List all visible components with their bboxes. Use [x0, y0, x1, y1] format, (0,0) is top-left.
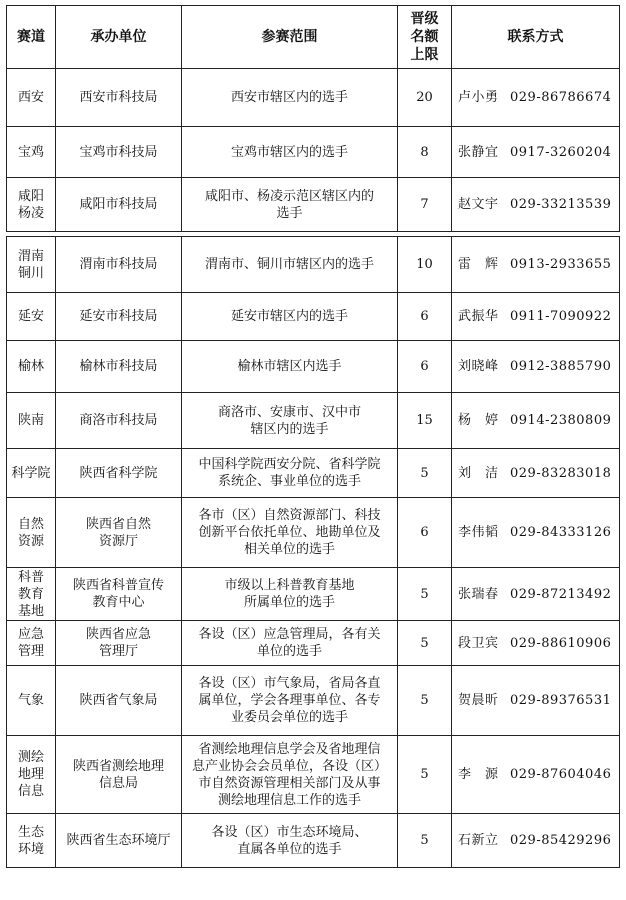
- cell-scope: 宝鸡市辖区内的选手: [182, 127, 398, 178]
- cell-track: 测绘 地理 信息: [7, 736, 56, 814]
- cell-organizer: 陕西省科普宣传 教育中心: [56, 568, 182, 621]
- cell-organizer: 陕西省科学院: [56, 449, 182, 498]
- cell-contact: [452, 621, 620, 666]
- cell-track: 陕南: [7, 393, 56, 449]
- cell-quota: 6: [398, 341, 452, 393]
- cell-contact: [452, 127, 620, 178]
- cell-scope: 渭南市、铜川市辖区内的选手: [182, 237, 398, 293]
- cell-scope: 西安市辖区内的选手: [182, 69, 398, 127]
- cell-contact: [452, 498, 620, 568]
- contact-person: 杨 婷: [458, 413, 499, 428]
- table-row: [7, 127, 620, 178]
- table-part-2: [6, 236, 620, 868]
- contact-phone: 0914-2380809: [510, 413, 612, 428]
- cell-scope: 咸阳市、杨凌示范区辖区内的 选手: [182, 178, 398, 232]
- contact-person: 李 源: [458, 767, 499, 782]
- table-row: [7, 237, 620, 293]
- contact-phone: 029-85429296: [510, 833, 612, 848]
- cell-quota: 15: [398, 393, 452, 449]
- header-scope: 参赛范围: [182, 6, 398, 69]
- table-row: [7, 736, 620, 814]
- contact-phone: 0912-3885790: [510, 359, 612, 374]
- cell-scope: 榆林市辖区内选手: [182, 341, 398, 393]
- cell-contact: [452, 178, 620, 232]
- contact-phone: 029-88610906: [510, 635, 612, 651]
- contact-phone: 029-84333126: [510, 525, 612, 540]
- cell-track: 渭南 铜川: [7, 237, 56, 293]
- cell-track: 宝鸡: [7, 127, 56, 178]
- contact-person: 贺晨昕: [458, 693, 499, 708]
- cell-contact: [452, 736, 620, 814]
- cell-scope: 中国科学院西安分院、省科学院 系统企、事业单位的选手: [182, 449, 398, 498]
- table-row: [7, 449, 620, 498]
- cell-contact: [452, 449, 620, 498]
- contact-person: 刘 洁: [458, 465, 499, 481]
- cell-track: 延安: [7, 293, 56, 341]
- cell-contact: [452, 393, 620, 449]
- table-row: [7, 814, 620, 868]
- header-contact: 联系方式: [452, 6, 620, 69]
- cell-contact: [452, 69, 620, 127]
- header-quota: 晋级 名额 上限: [398, 6, 452, 69]
- contact-person: 刘晓峰: [458, 359, 499, 374]
- cell-organizer: 延安市科技局: [56, 293, 182, 341]
- cell-quota: 10: [398, 237, 452, 293]
- cell-quota: 8: [398, 127, 452, 178]
- cell-organizer: 咸阳市科技局: [56, 178, 182, 232]
- cell-organizer: 商洛市科技局: [56, 393, 182, 449]
- cell-track: 应急 管理: [7, 621, 56, 666]
- table-row: [7, 666, 620, 736]
- cell-track: 生态 环境: [7, 814, 56, 868]
- cell-contact: [452, 341, 620, 393]
- cell-scope: 市级以上科普教育基地 所属单位的选手: [182, 568, 398, 621]
- table-row: [7, 293, 620, 341]
- cell-contact: [452, 568, 620, 621]
- cell-quota: 7: [398, 178, 452, 232]
- cell-scope: 各设（区）市生态环境局、 直属各单位的选手: [182, 814, 398, 868]
- contact-phone: 029-83283018: [510, 465, 612, 481]
- cell-organizer: 渭南市科技局: [56, 237, 182, 293]
- table-row: [7, 69, 620, 127]
- table-header-row: [7, 6, 620, 69]
- contact-phone: 0911-7090922: [510, 309, 612, 324]
- cell-contact: [452, 814, 620, 868]
- cell-track: 气象: [7, 666, 56, 736]
- cell-track: 自然 资源: [7, 498, 56, 568]
- cell-organizer: 陕西省气象局: [56, 666, 182, 736]
- cell-track: 咸阳 杨凌: [7, 178, 56, 232]
- cell-track: 科普 教育 基地: [7, 568, 56, 621]
- cell-contact: [452, 666, 620, 736]
- cell-quota: 5: [398, 449, 452, 498]
- table-row: [7, 498, 620, 568]
- cell-scope: 各设（区）应急管理局，各有关 单位的选手: [182, 621, 398, 666]
- cell-quota: 6: [398, 498, 452, 568]
- contact-person: 张静宜: [458, 144, 499, 160]
- cell-track: 科学院: [7, 449, 56, 498]
- cell-scope: 省测绘地理信息学会及省地理信 息产业协会会员单位，各设（区） 市自然资源管理相关部门及从事 测绘地理信息工作的选手: [182, 736, 398, 814]
- table-row: [7, 568, 620, 621]
- contact-phone: 029-86786674: [510, 90, 612, 105]
- table-part-1: [6, 5, 620, 232]
- cell-quota: 6: [398, 293, 452, 341]
- cell-quota: 5: [398, 814, 452, 868]
- contact-person: 段卫宾: [458, 635, 499, 651]
- header-track: 赛道: [7, 6, 56, 69]
- cell-scope: 各设（区）市气象局，省局各直 属单位，学会各理事单位、各专 业委员会单位的选手: [182, 666, 398, 736]
- cell-organizer: 陕西省测绘地理 信息局: [56, 736, 182, 814]
- contact-person: 赵文宇: [458, 197, 499, 212]
- cell-quota: 5: [398, 736, 452, 814]
- table-row: [7, 341, 620, 393]
- cell-contact: [452, 237, 620, 293]
- contact-phone: 029-87604046: [510, 767, 612, 782]
- contact-phone: 0913-2933655: [510, 257, 612, 272]
- contact-phone: 029-89376531: [510, 693, 612, 708]
- cell-organizer: 榆林市科技局: [56, 341, 182, 393]
- cell-quota: 5: [398, 621, 452, 666]
- cell-organizer: 陕西省生态环境厅: [56, 814, 182, 868]
- contact-person: 李伟韬: [458, 525, 499, 540]
- table-row: [7, 393, 620, 449]
- contact-person: 雷 辉: [458, 257, 499, 272]
- table-row: [7, 621, 620, 666]
- contact-person: 张瑞春: [458, 586, 499, 602]
- cell-organizer: 陕西省应急 管理厅: [56, 621, 182, 666]
- contact-phone: 0917-3260204: [510, 144, 612, 160]
- cell-quota: 5: [398, 568, 452, 621]
- cell-scope: 商洛市、安康市、汉中市 辖区内的选手: [182, 393, 398, 449]
- contact-phone: 029-87213492: [510, 586, 612, 602]
- header-organizer: 承办单位: [56, 6, 182, 69]
- contact-person: 卢小勇: [458, 90, 499, 105]
- cell-organizer: 西安市科技局: [56, 69, 182, 127]
- cell-scope: 延安市辖区内的选手: [182, 293, 398, 341]
- cell-organizer: 陕西省自然 资源厅: [56, 498, 182, 568]
- cell-quota: 20: [398, 69, 452, 127]
- contact-person: 石新立: [458, 833, 499, 848]
- cell-quota: 5: [398, 666, 452, 736]
- contact-person: 武振华: [458, 309, 499, 324]
- cell-organizer: 宝鸡市科技局: [56, 127, 182, 178]
- cell-track: 榆林: [7, 341, 56, 393]
- contact-phone: 029-33213539: [510, 197, 612, 212]
- cell-contact: [452, 293, 620, 341]
- table-row: [7, 178, 620, 232]
- cell-scope: 各市（区）自然资源部门、科技 创新平台依托单位、地勘单位及 相关单位的选手: [182, 498, 398, 568]
- cell-track: 西安: [7, 69, 56, 127]
